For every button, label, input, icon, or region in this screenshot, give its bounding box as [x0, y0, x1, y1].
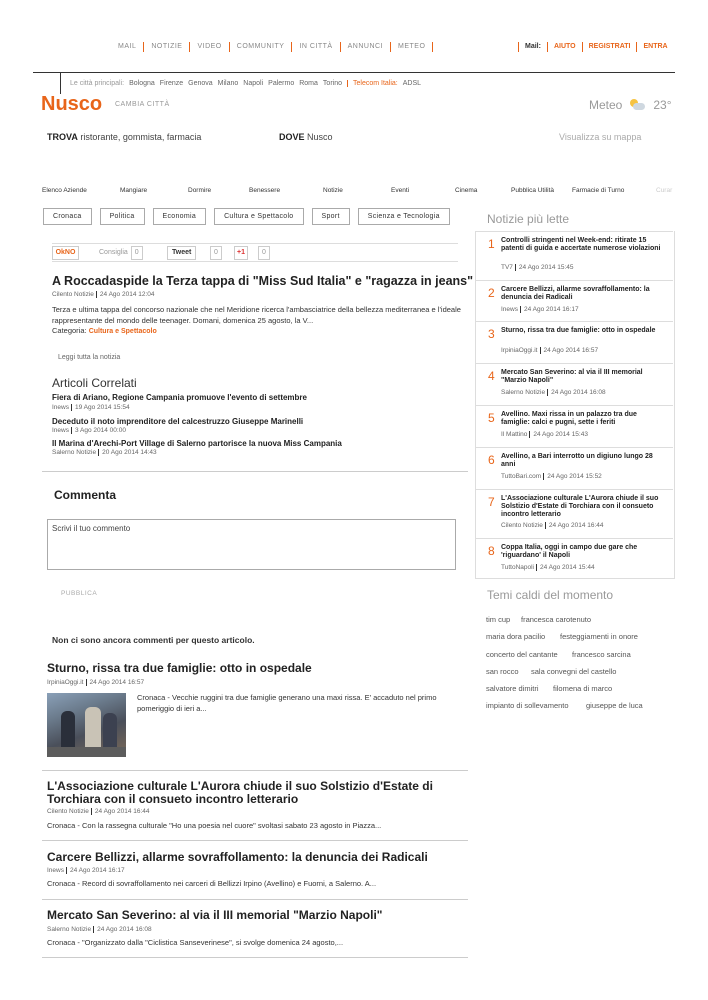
- city-link[interactable]: Genova: [188, 80, 213, 87]
- item-meta: Cilento Notizie 24 Ago 2014 16:44: [501, 522, 604, 529]
- item-title[interactable]: Sturno, rissa tra due famiglie: otto in ospedale: [501, 327, 656, 334]
- item-meta: Inews 24 Ago 2014 16:17: [501, 306, 579, 313]
- city-link[interactable]: Firenze: [159, 80, 184, 87]
- account-links: [518, 42, 674, 52]
- nav-meteo[interactable]: METEO: [391, 42, 433, 52]
- feed-meta: Inews 24 Ago 2014 16:17: [47, 867, 125, 874]
- dove-field[interactable]: [279, 132, 333, 142]
- piu-lette-item[interactable]: [475, 538, 673, 579]
- meteo-label: Meteo: [589, 98, 623, 112]
- visualizza-mappa-link[interactable]: Visualizza su mappa: [559, 132, 642, 142]
- cat-farmacie[interactable]: Farmacie di Turno: [572, 187, 625, 194]
- entra-link[interactable]: ENTRA: [643, 43, 668, 50]
- cat-elenco-aziende[interactable]: Elenco Aziende: [42, 187, 87, 194]
- tag-link[interactable]: filomena di marco: [553, 684, 613, 693]
- divider: [42, 957, 468, 958]
- piu-lette-item[interactable]: [475, 321, 673, 363]
- comment-textarea[interactable]: Scrivi il tuo commento: [47, 519, 456, 570]
- divider: [42, 471, 468, 472]
- feed-meta: Cilento Notizie 24 Ago 2014 16:44: [47, 808, 150, 815]
- adsl-link[interactable]: ADSL: [402, 80, 422, 87]
- item-meta: Il Mattino 24 Ago 2014 15:43: [501, 431, 588, 438]
- item-number: 1: [488, 237, 495, 251]
- tweet-count: 0: [210, 246, 222, 260]
- cat-benessere[interactable]: Benessere: [249, 187, 281, 194]
- telecom-link[interactable]: Telecom Italia:: [347, 80, 398, 87]
- header-divider: [33, 72, 675, 73]
- trova-value: ristorante, gommista, farmacia: [80, 132, 202, 142]
- leggi-tutta-link[interactable]: Leggi tutta la notizia: [58, 354, 121, 361]
- article-date: 24 Ago 2014 12:04: [96, 291, 155, 298]
- tag-link[interactable]: tim cup: [486, 615, 511, 624]
- consiglia-button[interactable]: [99, 246, 143, 258]
- feed-title[interactable]: L'Associazione culturale L'Aurora chiude il suo Solstizio d'Estate di Torchiara con il consueto incontro letterario: [47, 779, 433, 806]
- tag-link[interactable]: festeggiamenti in onore: [560, 632, 638, 641]
- cat-eventi[interactable]: Eventi: [391, 187, 410, 194]
- tag-link[interactable]: salvatore dimitri: [486, 684, 539, 693]
- consiglia-label: Consiglia: [99, 249, 128, 256]
- aiuto-link[interactable]: AIUTO: [548, 42, 583, 52]
- city-link[interactable]: Palermo: [268, 80, 295, 87]
- article-source: Cilento Notizie: [52, 291, 94, 298]
- city-bar: [70, 80, 421, 87]
- filter-cronaca[interactable]: Cronaca: [43, 208, 92, 225]
- commenta-heading: Commenta: [54, 488, 117, 502]
- gplus-count: 0: [258, 246, 270, 260]
- item-title[interactable]: L'Associazione culturale L'Aurora chiude il suo Solstizio d'Estate di Torchiara con il consueto incontro letterario: [501, 495, 659, 518]
- item-number: 6: [488, 453, 495, 467]
- top-nav: [118, 42, 433, 52]
- filter-politica[interactable]: Politica: [100, 208, 145, 225]
- article-title[interactable]: A Roccadaspide la Terza tappa di "Miss Sud Italia" e "ragazza in jeans": [52, 274, 474, 288]
- item-number: 2: [488, 286, 495, 300]
- category-label: Categoria:: [52, 326, 87, 335]
- tag-link[interactable]: maria dora pacilio: [486, 632, 546, 641]
- okno-button[interactable]: OkNO: [52, 246, 79, 260]
- feed-desc: Cronaca - Vecchie ruggini tra due famiglie generano una maxi rissa. E' accaduto nel primo pomeriggio di ieri a...: [137, 693, 437, 713]
- filter-cultura[interactable]: Cultura e Spettacolo: [214, 208, 303, 225]
- item-meta: TV7 24 Ago 2014 15:45: [501, 264, 574, 271]
- trova-field[interactable]: [47, 132, 201, 142]
- item-number: 3: [488, 327, 495, 341]
- nav-community[interactable]: COMMUNITY: [230, 42, 293, 52]
- cat-dormire[interactable]: Dormire: [188, 187, 212, 194]
- mail-label: Mail:: [518, 42, 548, 52]
- feed-desc: Cronaca - "Organizzato dalla "Ciclistica Sanseverinese", si svolge domenica 24 agosto,...: [47, 938, 344, 947]
- meteo-widget[interactable]: [589, 98, 672, 112]
- item-meta: TuttoBari.com 24 Ago 2014 15:52: [501, 473, 602, 480]
- meteo-temp: 23°: [653, 98, 672, 112]
- filter-economia[interactable]: Economia: [153, 208, 207, 225]
- dove-label: DOVE: [279, 132, 305, 142]
- city-link[interactable]: Milano: [217, 80, 239, 87]
- feed-title[interactable]: Sturno, rissa tra due famiglie: otto in ospedale: [47, 661, 312, 675]
- consiglia-count: 0: [131, 246, 143, 260]
- temi-caldi-heading: Temi caldi del momento: [487, 588, 614, 602]
- partly-cloudy-icon: [630, 99, 645, 111]
- pubblica-button[interactable]: PUBBLICA: [61, 590, 98, 597]
- cities-prefix: Le città principali:: [70, 80, 125, 87]
- item-title[interactable]: Coppa Italia, oggi in campo due gare che 'riguardano' il Napoli: [501, 544, 638, 559]
- trova-label: TROVA: [47, 132, 78, 142]
- item-title[interactable]: Controlli stringenti nel Week-end: ritirate 15 patenti di guida e accertate numerose violazioni: [501, 237, 661, 252]
- gplus-button[interactable]: +1: [234, 246, 248, 260]
- piu-lette-item[interactable]: [475, 489, 673, 538]
- filter-sport[interactable]: Sport: [312, 208, 350, 225]
- nav-video[interactable]: VIDEO: [190, 42, 229, 52]
- nav-in-citta[interactable]: IN CITTÀ: [292, 42, 340, 52]
- item-title[interactable]: Avellino, a Bari interrotto un digiuno lungo 28 anni: [501, 453, 653, 468]
- article-category: [52, 326, 157, 335]
- item-meta: Salerno Notizie 24 Ago 2014 16:08: [501, 389, 606, 396]
- category-link[interactable]: Cultura e Spettacolo: [88, 328, 157, 335]
- feed-title[interactable]: Mercato San Severino: al via il III memorial "Marzio Napoli": [47, 908, 383, 922]
- correlato-meta: Inews 3 Ago 2014 00:00: [52, 427, 126, 434]
- item-title[interactable]: Mercato San Severino: al via il III memorial "Marzio Napoli": [501, 369, 643, 384]
- feed-desc: Cronaca - Record di sovraffollamento nei carceri di Bellizzi Irpino (Avellino) e Fuorni, a Salerno. A...: [47, 879, 377, 888]
- cat-mangiare[interactable]: Mangiare: [120, 187, 148, 194]
- item-number: 5: [488, 411, 495, 425]
- tweet-count-box: [207, 246, 222, 258]
- tag-link[interactable]: francesco sarcina: [572, 650, 631, 659]
- piu-lette-item[interactable]: [475, 280, 673, 321]
- section-filters: [43, 208, 450, 225]
- piu-lette-item[interactable]: [475, 363, 673, 405]
- filter-scienza[interactable]: Scienza e Tecnologia: [358, 208, 450, 225]
- feed-desc: Cronaca - Con la rassegna culturale "Ho una poesia nel cuore" svoltasi sabato 23 agosto in Piazza...: [47, 821, 382, 830]
- share-bar: [52, 243, 458, 262]
- article-body: Terza e ultima tappa del concorso nazionale che nel Meridione ricerca l'ambasciatrice della bellezza mediterranea e l'ideale rappresentante del mondo delle teenager. Domani, domenica 25 agosto, la V...: [52, 305, 461, 325]
- city-link[interactable]: Torino: [322, 80, 342, 87]
- gplus-count-box: [255, 246, 270, 258]
- correlato-meta: Inews 19 Ago 2014 15:54: [52, 404, 130, 411]
- tag-link[interactable]: san rocco: [486, 667, 519, 676]
- tweet-label: Tweet: [172, 249, 192, 256]
- item-number: 4: [488, 369, 495, 383]
- item-title[interactable]: Carcere Bellizzi, allarme sovraffollamento: la denuncia dei Radicali: [501, 286, 650, 301]
- no-comments-text: Non ci sono ancora commenti per questo articolo.: [52, 635, 255, 645]
- correlato-meta: Salerno Notizie 20 Ago 2014 14:43: [52, 449, 157, 456]
- tag-link[interactable]: francesca carotenuto: [521, 615, 592, 624]
- feed-meta: Salerno Notizie 24 Ago 2014 16:08: [47, 926, 152, 933]
- item-number: 8: [488, 544, 495, 558]
- city-link[interactable]: Roma: [299, 80, 318, 87]
- correlato-title[interactable]: Deceduto il noto imprenditore del calcestruzzo Giuseppe Marinelli: [52, 417, 304, 426]
- correlato-title[interactable]: Il Marina d'Arechi-Port Village di Salerno partorisce la nuova Miss Campania: [52, 439, 342, 448]
- correlato-title[interactable]: Fiera di Ariano, Regione Campania promuove l'evento di settembre: [52, 393, 307, 402]
- item-number: 7: [488, 495, 495, 509]
- divider: [42, 770, 468, 771]
- feed-thumbnail[interactable]: [47, 693, 126, 757]
- piu-lette-heading: Notizie più lette: [487, 212, 570, 226]
- piu-lette-item[interactable]: [475, 231, 673, 273]
- nav-mail[interactable]: MAIL: [118, 42, 144, 52]
- header-divider-vertical: [60, 72, 61, 94]
- divider: [42, 840, 468, 841]
- city-link[interactable]: Bologna: [129, 80, 155, 87]
- item-title[interactable]: Avellino. Maxi rissa in un palazzo tra due famiglie: calci e pugni, sette i feriti: [501, 411, 637, 426]
- item-meta: IrpiniaOggi.it 24 Ago 2014 16:57: [501, 347, 599, 354]
- cat-cinema[interactable]: Cinema: [455, 187, 478, 194]
- feed-meta: IrpiniaOggi.it 24 Ago 2014 16:57: [47, 679, 145, 686]
- tweet-button[interactable]: [167, 246, 196, 260]
- piu-lette-item[interactable]: [475, 405, 673, 447]
- nav-notizie[interactable]: NOTIZIE: [144, 42, 190, 52]
- cat-curar[interactable]: Curar: [656, 187, 673, 194]
- tag-link[interactable]: giuseppe de luca: [586, 701, 643, 710]
- registrati-link[interactable]: REGISTRATI: [583, 42, 638, 52]
- cat-notizie[interactable]: Notizie: [323, 187, 343, 194]
- item-meta: TuttoNapoli 24 Ago 2014 15:44: [501, 564, 595, 571]
- article-meta: [52, 291, 155, 298]
- nav-annunci[interactable]: ANNUNCI: [341, 42, 391, 52]
- dove-value: Nusco: [307, 132, 333, 142]
- tag-link[interactable]: concerto del cantante: [486, 650, 558, 659]
- piu-lette-item[interactable]: [475, 447, 673, 489]
- tag-link[interactable]: sala convegni del castello: [531, 667, 617, 676]
- tag-link[interactable]: impianto di sollevamento: [486, 701, 569, 710]
- correlati-heading: Articoli Correlati: [52, 376, 137, 390]
- cambia-citta-link[interactable]: CAMBIA CITTÀ: [115, 101, 170, 108]
- city-link[interactable]: Napoli: [243, 80, 264, 87]
- cat-pubblica-utilita[interactable]: Pubblica Utilità: [511, 187, 554, 194]
- city-logo[interactable]: Nusco: [41, 93, 103, 115]
- divider: [42, 899, 468, 900]
- feed-title[interactable]: Carcere Bellizzi, allarme sovraffollamento: la denuncia dei Radicali: [47, 850, 428, 864]
